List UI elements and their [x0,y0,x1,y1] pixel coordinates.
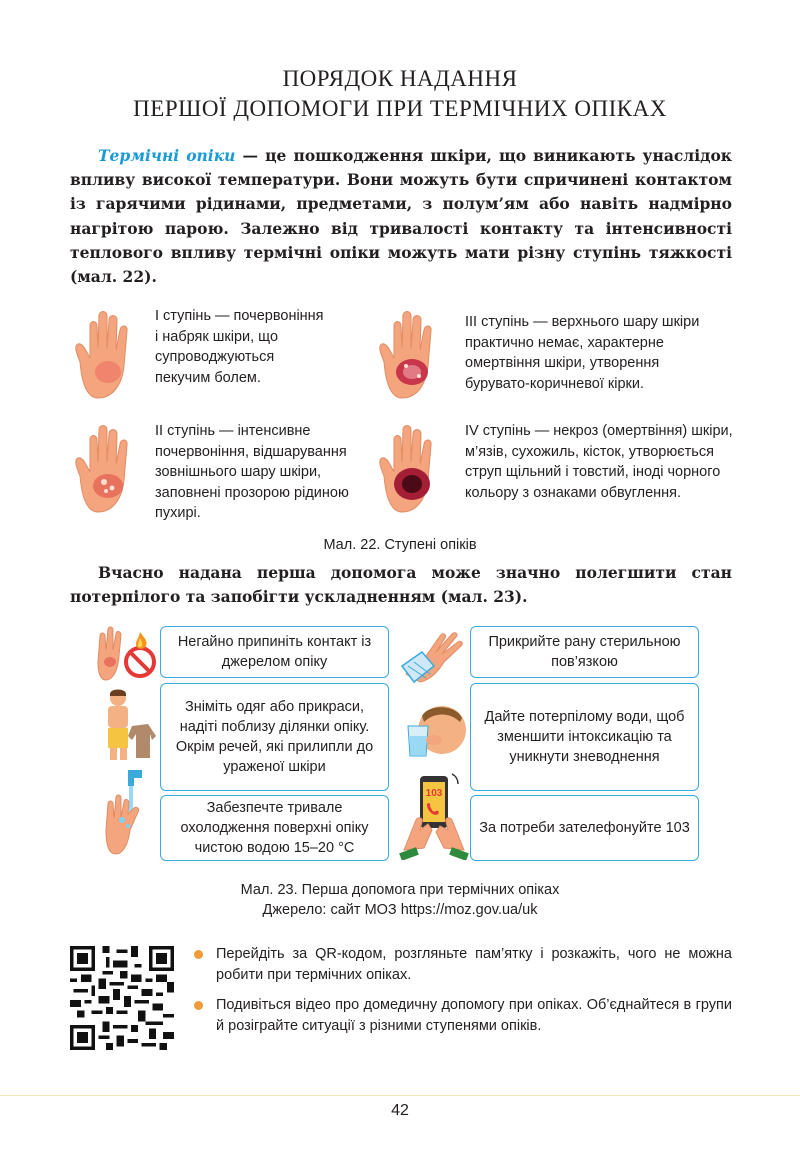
task-item [190,995,732,1036]
intro-paragraph [70,144,732,289]
step-call-103-text: За потреби зателефонуйте 103 [479,820,690,836]
bullet-dot-icon [194,950,203,959]
task-item [190,944,732,985]
footer-divider [0,1095,800,1096]
step-give-water-text: Дайте потерпілому води, щоб зменшити інтоксикацію та уникнути зневоднення [484,709,685,765]
hand-fire-stop-icon [92,622,162,686]
degree-2-text: ІІ ступінь — інтенсивне почервоніння, відшарування зовнішнього шару шкіри, заповнені прозорою рідиною пухирі. [155,423,349,522]
step-remove-clothes-text: Зніміть одяг або прикраси, надіті поблизу ділянки опіку. Окрім речей, які прилипли до ураженої шкіри [175,699,374,775]
degree-3-text: ІІІ ступінь — верхнього шару шкіри практично немає, характерне омертвіння шкіри, утворення бурувато-коричневої кірки. [465,314,700,392]
page-number: 42 [391,1102,409,1119]
step-give-water [470,683,699,791]
cool-water-hand-icon [98,770,158,860]
remove-clothes-icon [96,686,162,764]
step-cover-wound-text: Прикрийте рану стерильною пов’язкою [488,634,681,670]
intro-text: — це пошкодження шкіри, що виникають унаслідок впливу високої температури. Вони можуть бути спричинені контактом із гарячими рідинами, предметами, з полум’ям або навіть надмірно нагрітою парою. Залежно від тривалості контакту та інтенсивності теплового впливу термічні опіки можуть мати різну ступінь тяжкості (мал. 22). [70,146,732,287]
paragraph-first-aid: Вчасно надана перша допомога може значно полегшити стан потерпілого та запобігти ускладненням (мал. 23). [70,563,732,607]
bullet-dot-icon [194,1001,203,1010]
hand-burn-degree-3-icon [370,306,450,406]
degree-1-text: І ступінь — почервоніння і набряк шкіри, що супроводжуються пекучим болем. [155,308,324,386]
qr-code-icon[interactable] [70,946,174,1050]
task-list [190,944,732,1046]
step-cover-wound [470,626,699,678]
task-item-text: Перейдіть за QR-кодом, розгляньте пам’ятку і розкажіть, чого не можна робити при термічних опіках. [216,946,732,983]
drink-water-icon [400,700,470,764]
degree-4-text: IV ступінь — некроз (омертвіння) шкіри, м’язів, сухожиль, кісток, утворюється струп щільний і товстий, іноді чорного кольору з ознаками обвуглення. [465,423,733,501]
task-item-text: Подивіться відео про домедичну допомогу при опіках. Об’єднайтеся в групи й розіграйте ситуації з різними ступенями опіків. [216,997,732,1034]
figure-23-caption: Мал. 23. Перша допомога при термічних опіках [240,882,560,898]
phone-103-label: 103 [425,788,443,799]
page-title-line-1: ПОРЯДОК НАДАННЯ [282,66,518,91]
step-cool-water-text: Забезпечте тривале охолодження поверхні опіку чистою водою 15–20 °С [180,800,369,856]
step-call-103 [470,795,699,861]
step-stop-contact-text: Негайно припиніть контакт із джерелом опіку [177,634,372,670]
bandaged-hand-icon [396,622,468,684]
step-stop-contact [160,626,389,678]
hand-burn-degree-1-icon [66,306,146,406]
hand-burn-degree-4-icon [370,420,450,520]
figure-22-caption: Мал. 22. Ступені опіків [323,537,477,553]
step-cool-water [160,795,389,861]
phone-103-icon [398,770,470,860]
hand-burn-degree-2-icon [66,420,146,520]
page-title-line-2: ПЕРШОЇ ДОПОМОГИ ПРИ ТЕРМІЧНИХ ОПІКАХ [133,96,667,121]
step-remove-clothes [160,683,389,791]
figure-23-source: Джерело: сайт МОЗ https://moz.gov.ua/uk [262,902,538,918]
intro-term: Термічні опіки [98,146,236,165]
